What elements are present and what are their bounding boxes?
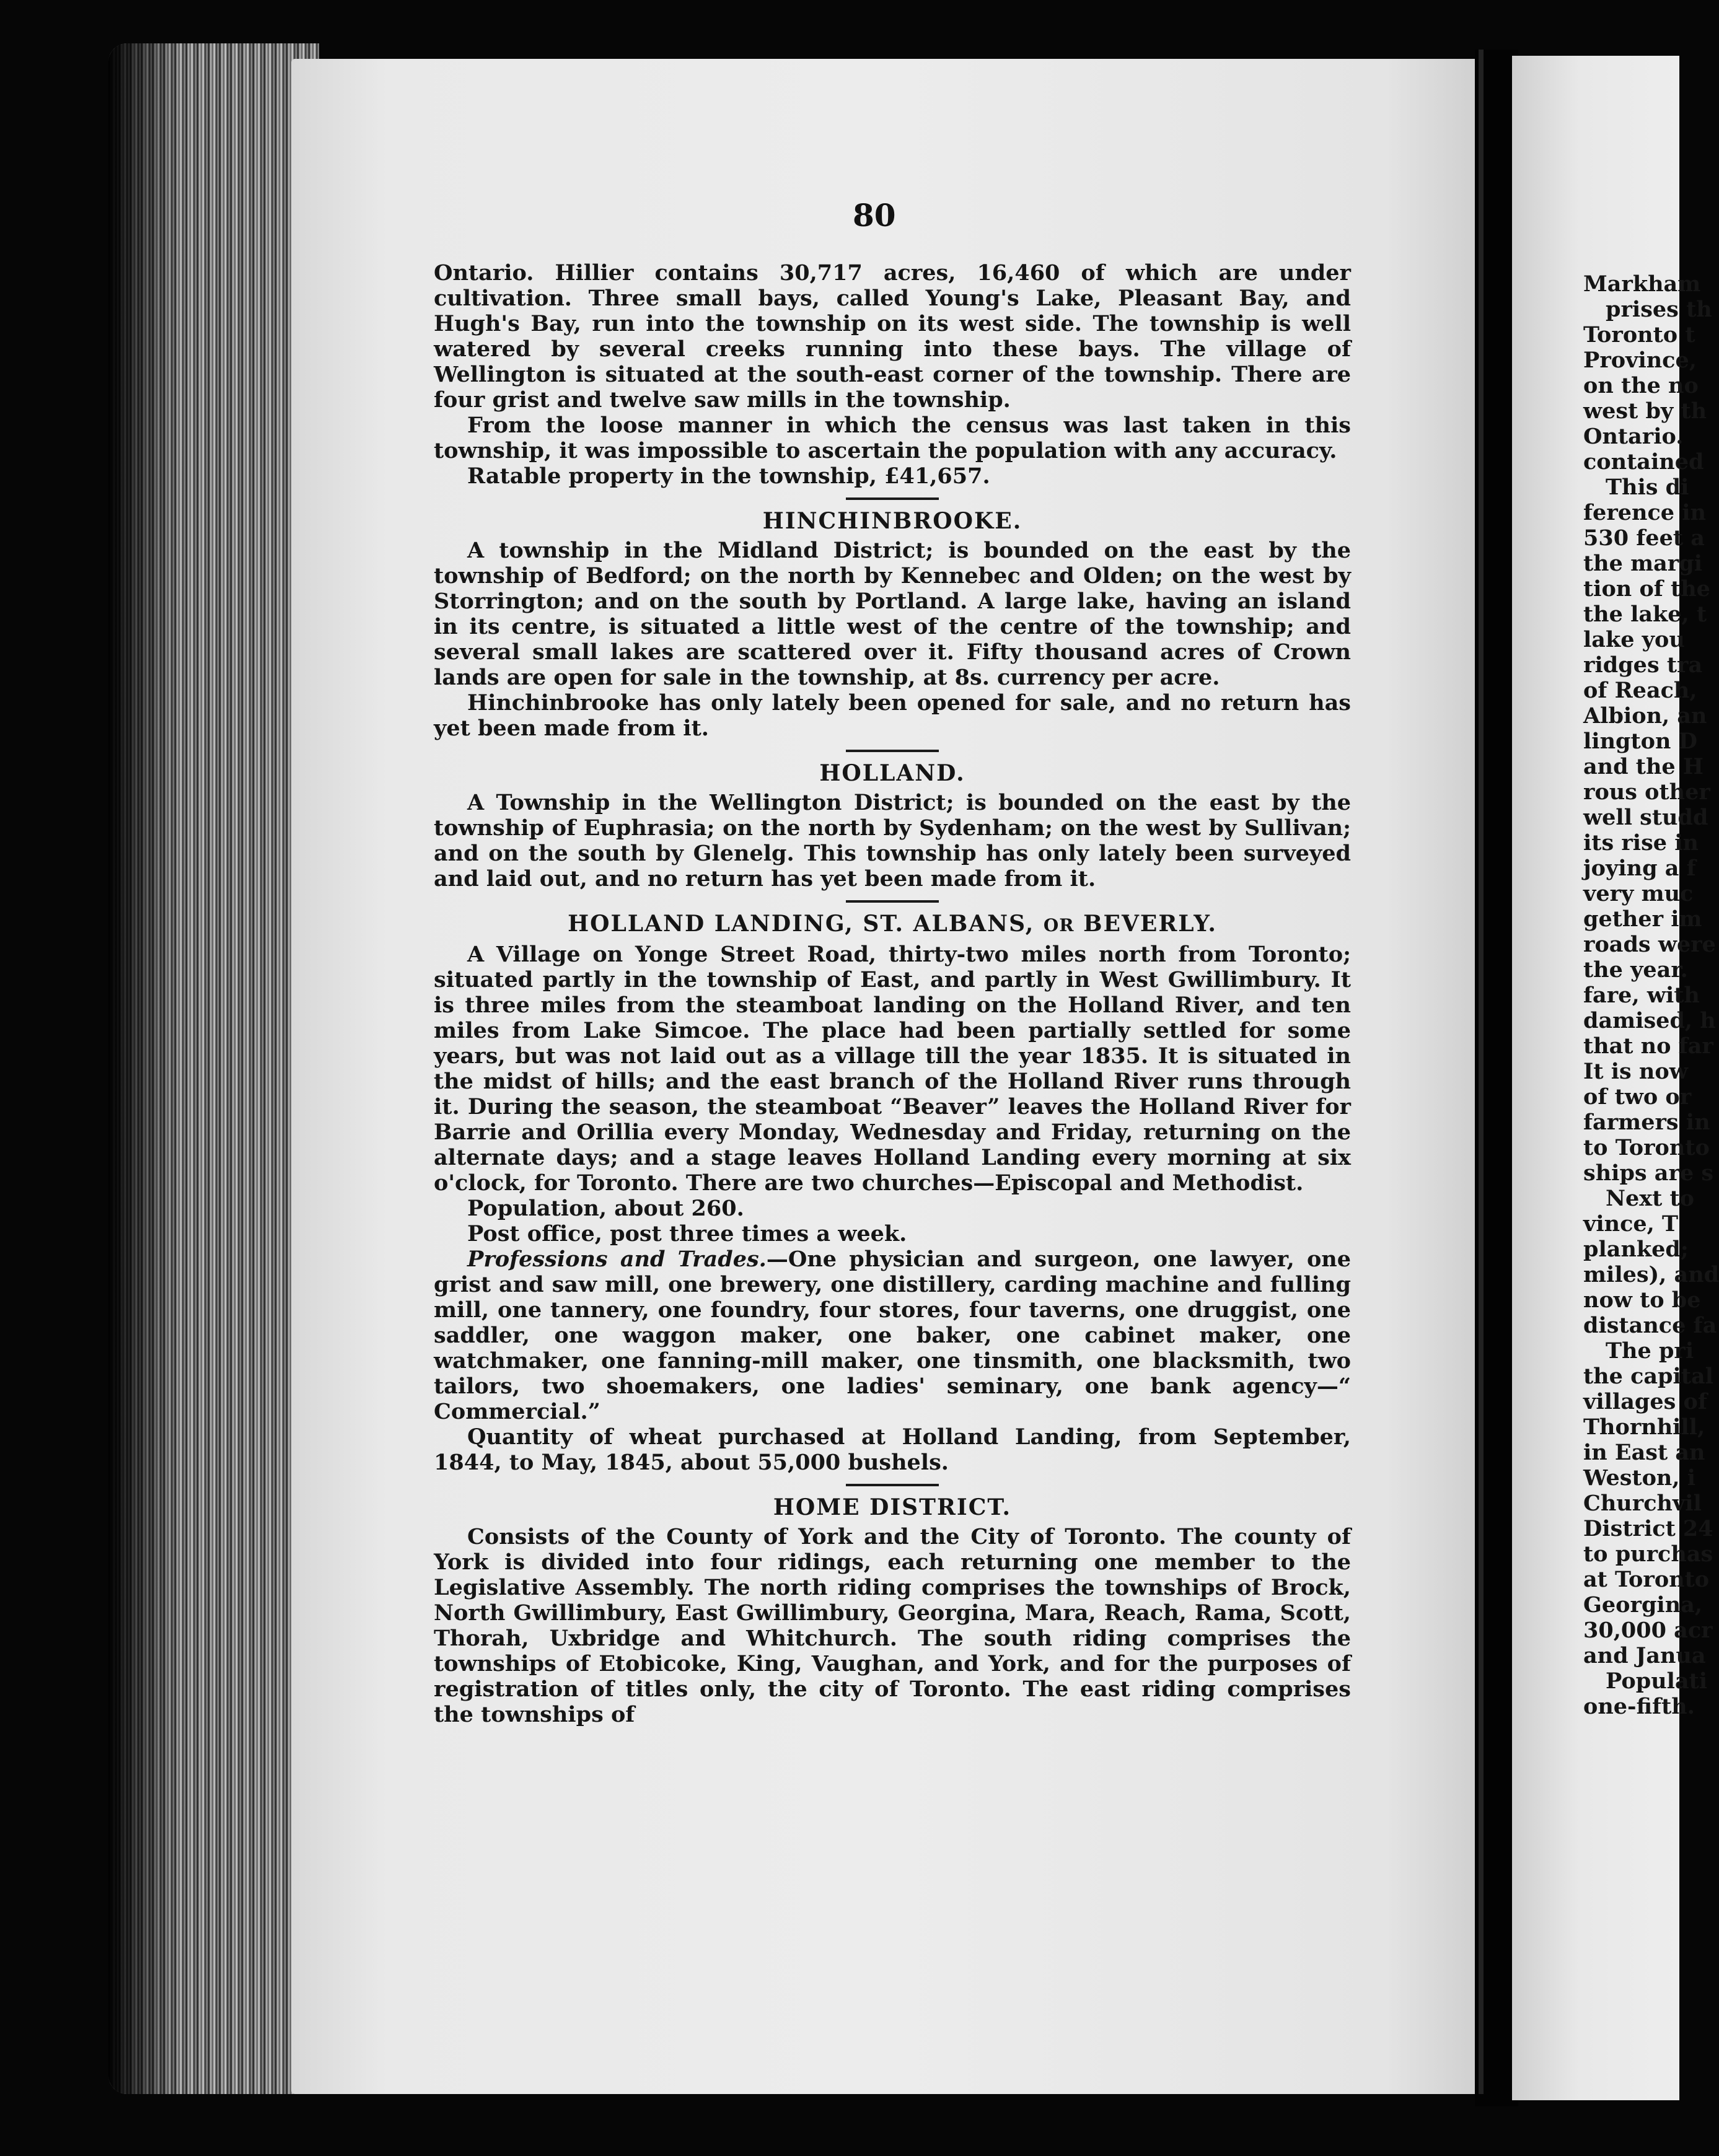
wheat-line: Quantity of wheat purchased at Holland Landing, from September, 1844, to May, 1845, about 55,000 bushels. [434,1424,1351,1475]
section-holland [434,761,1351,892]
intro-paragraph-2: From the loose manner in which the census was last taken in this township, it was impossible to ascertain the population with any accuracy. [434,413,1351,463]
intro-paragraph-3: Ratable property in the township, £41,657. [467,463,990,489]
section-paragraph: A Township in the Wellington District; is bounded on the east by the township of Euphrasia; on the north by Sydenham; on the west by Sullivan; and on the south by Glenelg. This township has only lately been surveyed and laid out, and no return has yet been made from it. [434,790,1351,892]
right-page-line: It is now [1583,1059,1688,1084]
section-hinchinbrooke [434,509,1351,741]
population-line: Population, about 260. [467,1196,744,1221]
right-page-line: very muc [1583,881,1694,906]
intro-paragraph-1: Ontario. Hillier contains 30,717 acres, 16,460 of which are under cultivation. Three small bays, called Young's Lake, Pleasant Bay, and Hugh's Bay, run into the township on its west side. The township is well watered by several creeks running into these bays. The village of Wellington is situated at the south-east corner of the township. There are four grist and twelve saw mills in the township. [434,260,1351,413]
right-page-line: and Janua [1583,1643,1706,1668]
right-page-line: Weston, i [1583,1465,1696,1491]
right-page-line: lington D [1583,729,1698,754]
right-page-line: Next to [1606,1186,1694,1211]
right-page-line: contained [1583,449,1704,475]
right-page-line: the capital [1583,1364,1713,1389]
right-page-text [1583,271,1719,1719]
right-page-line: This di [1606,475,1689,500]
right-page-line: gether im [1583,906,1702,932]
right-page-line: lake you [1583,627,1685,652]
heading-end: BEVERLY. [1083,911,1217,937]
right-page-line: distance fa [1583,1313,1717,1338]
right-page-line: the margi [1583,551,1702,576]
section-home-district [434,1495,1351,1727]
right-page-line: District 24 [1583,1516,1713,1541]
heading-or: OR [1043,915,1075,936]
section-heading: HOLLAND. [819,760,965,786]
right-page-line: Ontario. [1583,424,1684,449]
right-page-line: Albion, an [1583,703,1707,729]
professions-text: —One physician and surgeon, one lawyer, one grist and saw mill, one brewery, one distillery, carding machine and fulling mill, one tannery, one foundry, four stores, four taverns, one druggist, one saddler, one waggon maker, one baker, one cabinet maker, one watchmaker, one fanning-mill maker, one tinsmith, one blacksmith, two tailors, two shoemakers, one ladies' seminary, one bank agency—“ Commercial.” [434,1247,1351,1424]
right-page-line: the year. [1583,957,1688,983]
right-page-line: fare, with [1583,983,1700,1008]
right-page-line: miles), and [1583,1262,1719,1287]
section-divider [846,1484,939,1486]
right-page-line: the lake, t [1583,602,1707,627]
right-page-line: Thornhill, [1583,1414,1705,1440]
right-page-line: now to be [1583,1287,1701,1313]
section-divider [846,497,939,500]
right-page-line: The pri [1606,1338,1694,1364]
right-page-line: west by th [1583,398,1707,424]
section-holland-landing [434,911,1351,1475]
right-page-line: and the H [1583,754,1704,779]
right-page-line: in East an [1583,1440,1705,1465]
right-page-line: one-fifth. [1583,1694,1695,1719]
right-page-line: its rise in [1583,830,1699,856]
section-divider [846,750,939,752]
right-page-line: on the no [1583,373,1699,398]
right-page-line: vince, T [1583,1211,1679,1237]
right-page-line: of Reach, [1583,678,1697,703]
right-page-line: Populati [1606,1668,1708,1694]
right-page-line: to Toronto [1583,1135,1710,1160]
right-page-line: farmers in [1583,1110,1710,1135]
right-page-line: ference in [1583,500,1706,525]
right-page-line: 30,000 acr [1583,1618,1713,1643]
section-paragraph: Hinchinbrooke has only lately been opened for sale, and no return has yet been made from it. [434,690,1351,741]
book-edge-shadow [108,43,183,2094]
right-page-line: damised, h [1583,1008,1716,1033]
right-page-line: ridges tra [1583,652,1703,678]
intro-section [434,260,1351,489]
professions-label: Professions and Trades. [467,1247,767,1272]
right-page-line: Markham [1583,271,1701,297]
left-page-text [434,260,1351,1727]
page-number: 80 [853,197,896,234]
section-paragraph: Consists of the County of York and the City of Toronto. The county of York is divided into four ridings, each returning one member to the Legislative Assembly. The north riding comprises the townships of Brock, North Gwillimbury, East Gwillimbury, Georgina, Mara, Reach, Rama, Scott, Thorah, Uxbridge and Whitchurch. The south riding comprises the townships of Etobicoke, King, Vaughan, and York, and for the purposes of registration of titles only, the city of Toronto. The east riding comprises the townships of [434,1524,1351,1727]
section-heading: HINCHINBROOKE. [762,508,1022,534]
gutter-line [1479,50,1484,2094]
right-page-line: rous other [1583,779,1710,805]
section-heading: HOME DISTRICT. [773,1494,1012,1520]
right-page-line: villages of [1583,1389,1707,1414]
section-divider [846,900,939,903]
right-page-line: Churchvil [1583,1491,1702,1516]
right-page-line: of two or [1583,1084,1692,1110]
section-heading [434,911,1351,938]
right-page-line: Province, [1583,348,1697,373]
section-paragraph: A township in the Midland District; is bounded on the east by the township of Bedford; on the north by Kennebec and Olden; on the west by Storrington; and on the south by Portland. A large lake, having an island in its centre, is situated a little west of the centre of the township; and several small lakes are scattered over it. Fifty thousand acres of Crown lands are open for sale in the township, at 8s. currency per acre. [434,538,1351,690]
right-page-line: that no far [1583,1033,1713,1059]
right-page-line: ships are s [1583,1160,1714,1186]
section-paragraph: A Village on Yonge Street Road, thirty-two miles north from Toronto; situated partly in the township of East, and partly in West Gwillimbury. It is three miles from the steamboat landing on the Holland River, and ten miles from Lake Simcoe. The place had been partially settled for some years, but was not laid out as a village till the year 1835. It is situated in the midst of hills; and the east branch of the Holland River runs through it. During the season, the steamboat “Beaver” leaves the Holland River for Barrie and Orillia every Monday, Wednesday and Friday, returning on the alternate days; and a stage leaves Holland Landing every morning at six o'clock, for Toronto. There are two churches—Episcopal and Methodist. [434,942,1351,1196]
right-page-line: Georgina, [1583,1592,1703,1618]
right-page-line: joying a f [1583,856,1696,881]
heading-main: HOLLAND LANDING, ST. ALBANS, [568,911,1035,937]
right-page-line: 530 feet a [1583,525,1705,551]
post-office-line: Post office, post three times a week. [467,1221,907,1247]
right-page-line: roads were [1583,932,1716,957]
right-page-line: at Toronto [1583,1567,1710,1592]
right-page-line: Toronto t [1583,322,1695,348]
right-page-line: well studd [1583,805,1708,830]
right-page-line: to purchas [1583,1541,1713,1567]
right-page-line: planked; [1583,1237,1689,1262]
right-page-line: tion of the [1583,576,1710,602]
professions-paragraph [434,1247,1351,1424]
right-page-line: prises th [1606,297,1712,322]
